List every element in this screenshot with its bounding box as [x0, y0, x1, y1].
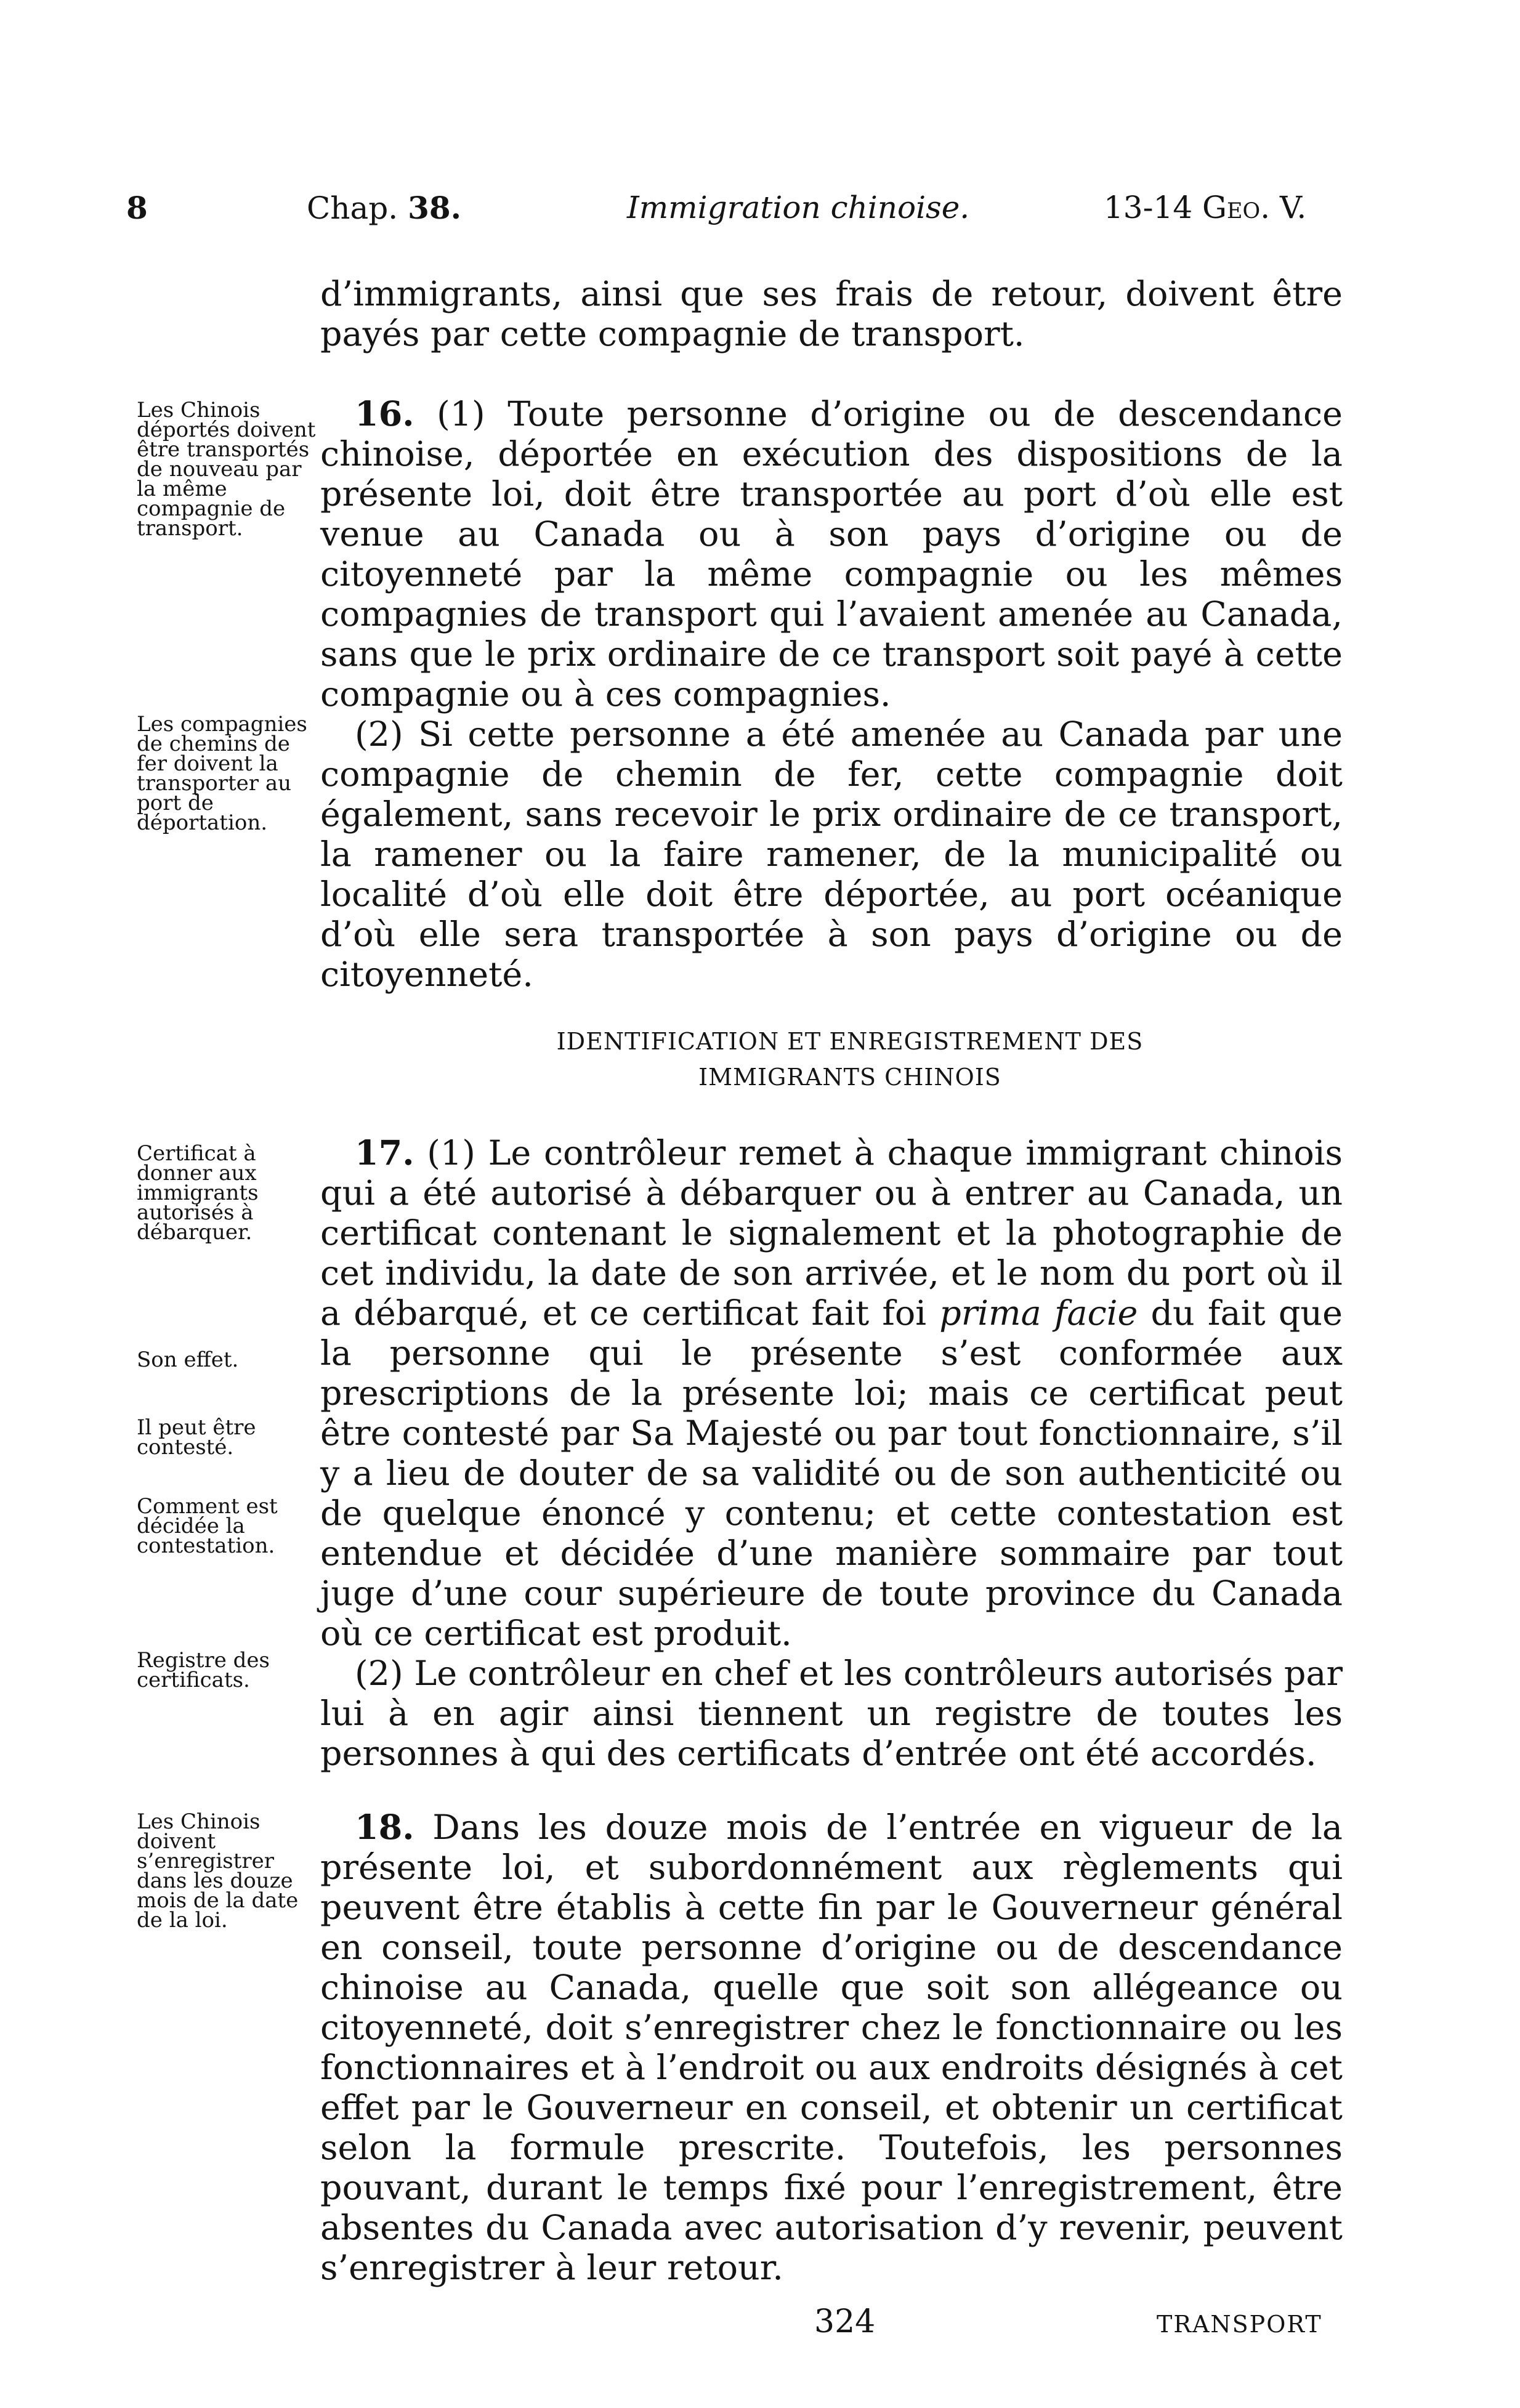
footer-catchword: TRANSPORT: [1157, 2311, 1322, 2338]
chapter-prefix: Chap.: [307, 190, 398, 226]
heading-line-2: IMMIGRANTS CHINOIS: [698, 1064, 1001, 1091]
margin-note-1: [137, 398, 321, 541]
section-16-2: (2) Si cette personne a été amenée au Canada par une compagnie de chemin de fer, cette compagnie doit également, sans recevoir le prix ordinaire de ce transport, la ramener ou la faire ramener, de la municipalité ou localité d’où elle doit être déportée, au port océanique d’où elle sera transportée à son pays d’origine ou de citoyenneté.: [320, 714, 1343, 995]
margin-note-4: [137, 1347, 321, 1372]
section-17-1: [320, 1133, 1343, 1654]
section-16-1-text: (1) Toute personne d’origine ou de descendance chinoise, déportée en exécution des dispositions de la présente loi, doit être transportée au port d’où elle est venue au Canada ou à son pays d’origine ou de citoyenneté par la même compagnie ou les mêmes compagnies de transport qui l’avaient amenée au Canada, sans que le prix ordinaire de ce transport soit payé à cette compagnie ou à ces compagnies.: [320, 394, 1343, 714]
section-17-1-text-b: du fait que la personne qui le présente s’est conformée aux prescriptions de la présente loi; mais ce certificat peut être contesté par Sa Majesté ou par tout fonctionnaire, s’il y a lieu de douter de sa validité ou de son authenticité ou de quelque énoncé y contenu; et cette contestation est entendue et décidée d’une manière sommaire par tout juge d’une cour supérieure de toute province du Canada où ce certificat est produit.: [320, 1293, 1343, 1654]
section-18-text: Dans les douze mois de l’entrée en vigueur de la présente loi, et subordonnément aux règlements qui peuvent être établis à cette fin par le Gouverneur général en conseil, toute personne d’origine ou de descendance chinoise au Canada, quelle que soit son allégeance ou citoyenneté, doit s’enregistrer chez le fonctionnaire ou les fonctionnaires et à l’endroit ou aux endroits désignés à cet effet par le Gouverneur en conseil, et obtenir un certificat selon la formule prescrite. Toutefois, les personnes pouvant, durant le temps fixé pour l’enregistrement, être absentes du Canada avec autorisation d’y revenir, peuvent s’enregistrer à leur retour.: [320, 1808, 1343, 2288]
margin-note-5-text: Il peut être contesté.: [137, 1415, 256, 1460]
margin-note-5: [137, 1415, 321, 1460]
margin-note-1-text: Les Chinois déportés doivent être transportés de nouveau par la même compagnie de transport.: [137, 398, 316, 541]
section-18-number: 18.: [355, 1808, 414, 1848]
continuation-text: d’immigrants, ainsi que ses frais de retour, doivent être payés par cette compagnie de transport.: [320, 274, 1343, 354]
section-heading: [468, 1024, 1232, 1095]
margin-note-3-text: Certificat à donner aux immigrants autorisés à débarquer.: [137, 1141, 259, 1245]
running-title: Immigration chinoise.: [627, 190, 970, 225]
section-17-2: (2) Le contrôleur en chef et les contrôleurs autorisés par lui à en agir ainsi tiennent un registre de toutes les personnes à qui des certificats d’entrée ont été accordés.: [320, 1654, 1343, 1774]
section-16-1: [320, 394, 1343, 714]
section-17-1-italic: prima facie: [939, 1293, 1138, 1333]
chapter-label: [307, 190, 461, 226]
margin-note-2: [137, 714, 321, 833]
footer-page-number: 324: [814, 2303, 876, 2340]
page-number: 8: [126, 190, 148, 226]
regnal-year: 13-14 Geo. V.: [1104, 190, 1307, 225]
margin-note-8: [137, 1809, 321, 1933]
section-17-number: 17.: [355, 1133, 414, 1173]
heading-line-1: IDENTIFICATION ET ENREGISTREMENT DES: [556, 1028, 1144, 1055]
margin-note-7: [137, 1650, 321, 1690]
margin-note-8-text: Les Chinois doivent s’enregistrer dans les douze mois de la date de la loi.: [137, 1809, 299, 1933]
margin-note-3: [137, 1141, 321, 1245]
section-17: [320, 1133, 1343, 1774]
margin-note-6: [137, 1494, 321, 1558]
section-18: [320, 1808, 1343, 2288]
continuation-paragraph: [320, 274, 1343, 354]
section-16: [320, 394, 1343, 995]
margin-note-2-text: Les compagnies de chemins de fer doivent la transporter au port de déportation.: [137, 712, 307, 835]
section-17-1-text-a: (1) Le contrôleur remet à chaque immigrant chinois qui a été autorisé à débarquer ou à entrer au Canada, un certificat contenant le signalement et la photographie de cet individu, la date de son arrivée, et le nom du port où il a débarqué, et ce certificat fait foi: [320, 1133, 1343, 1333]
section-16-number: 16.: [355, 394, 414, 434]
margin-note-6-text: Comment est décidée la contestation.: [137, 1494, 278, 1558]
margin-note-4-text: Son effet.: [137, 1347, 239, 1372]
chapter-number: 38.: [408, 190, 462, 226]
section-18-paragraph: [320, 1808, 1343, 2288]
margin-note-7-text: Registre des certificats.: [137, 1648, 270, 1692]
